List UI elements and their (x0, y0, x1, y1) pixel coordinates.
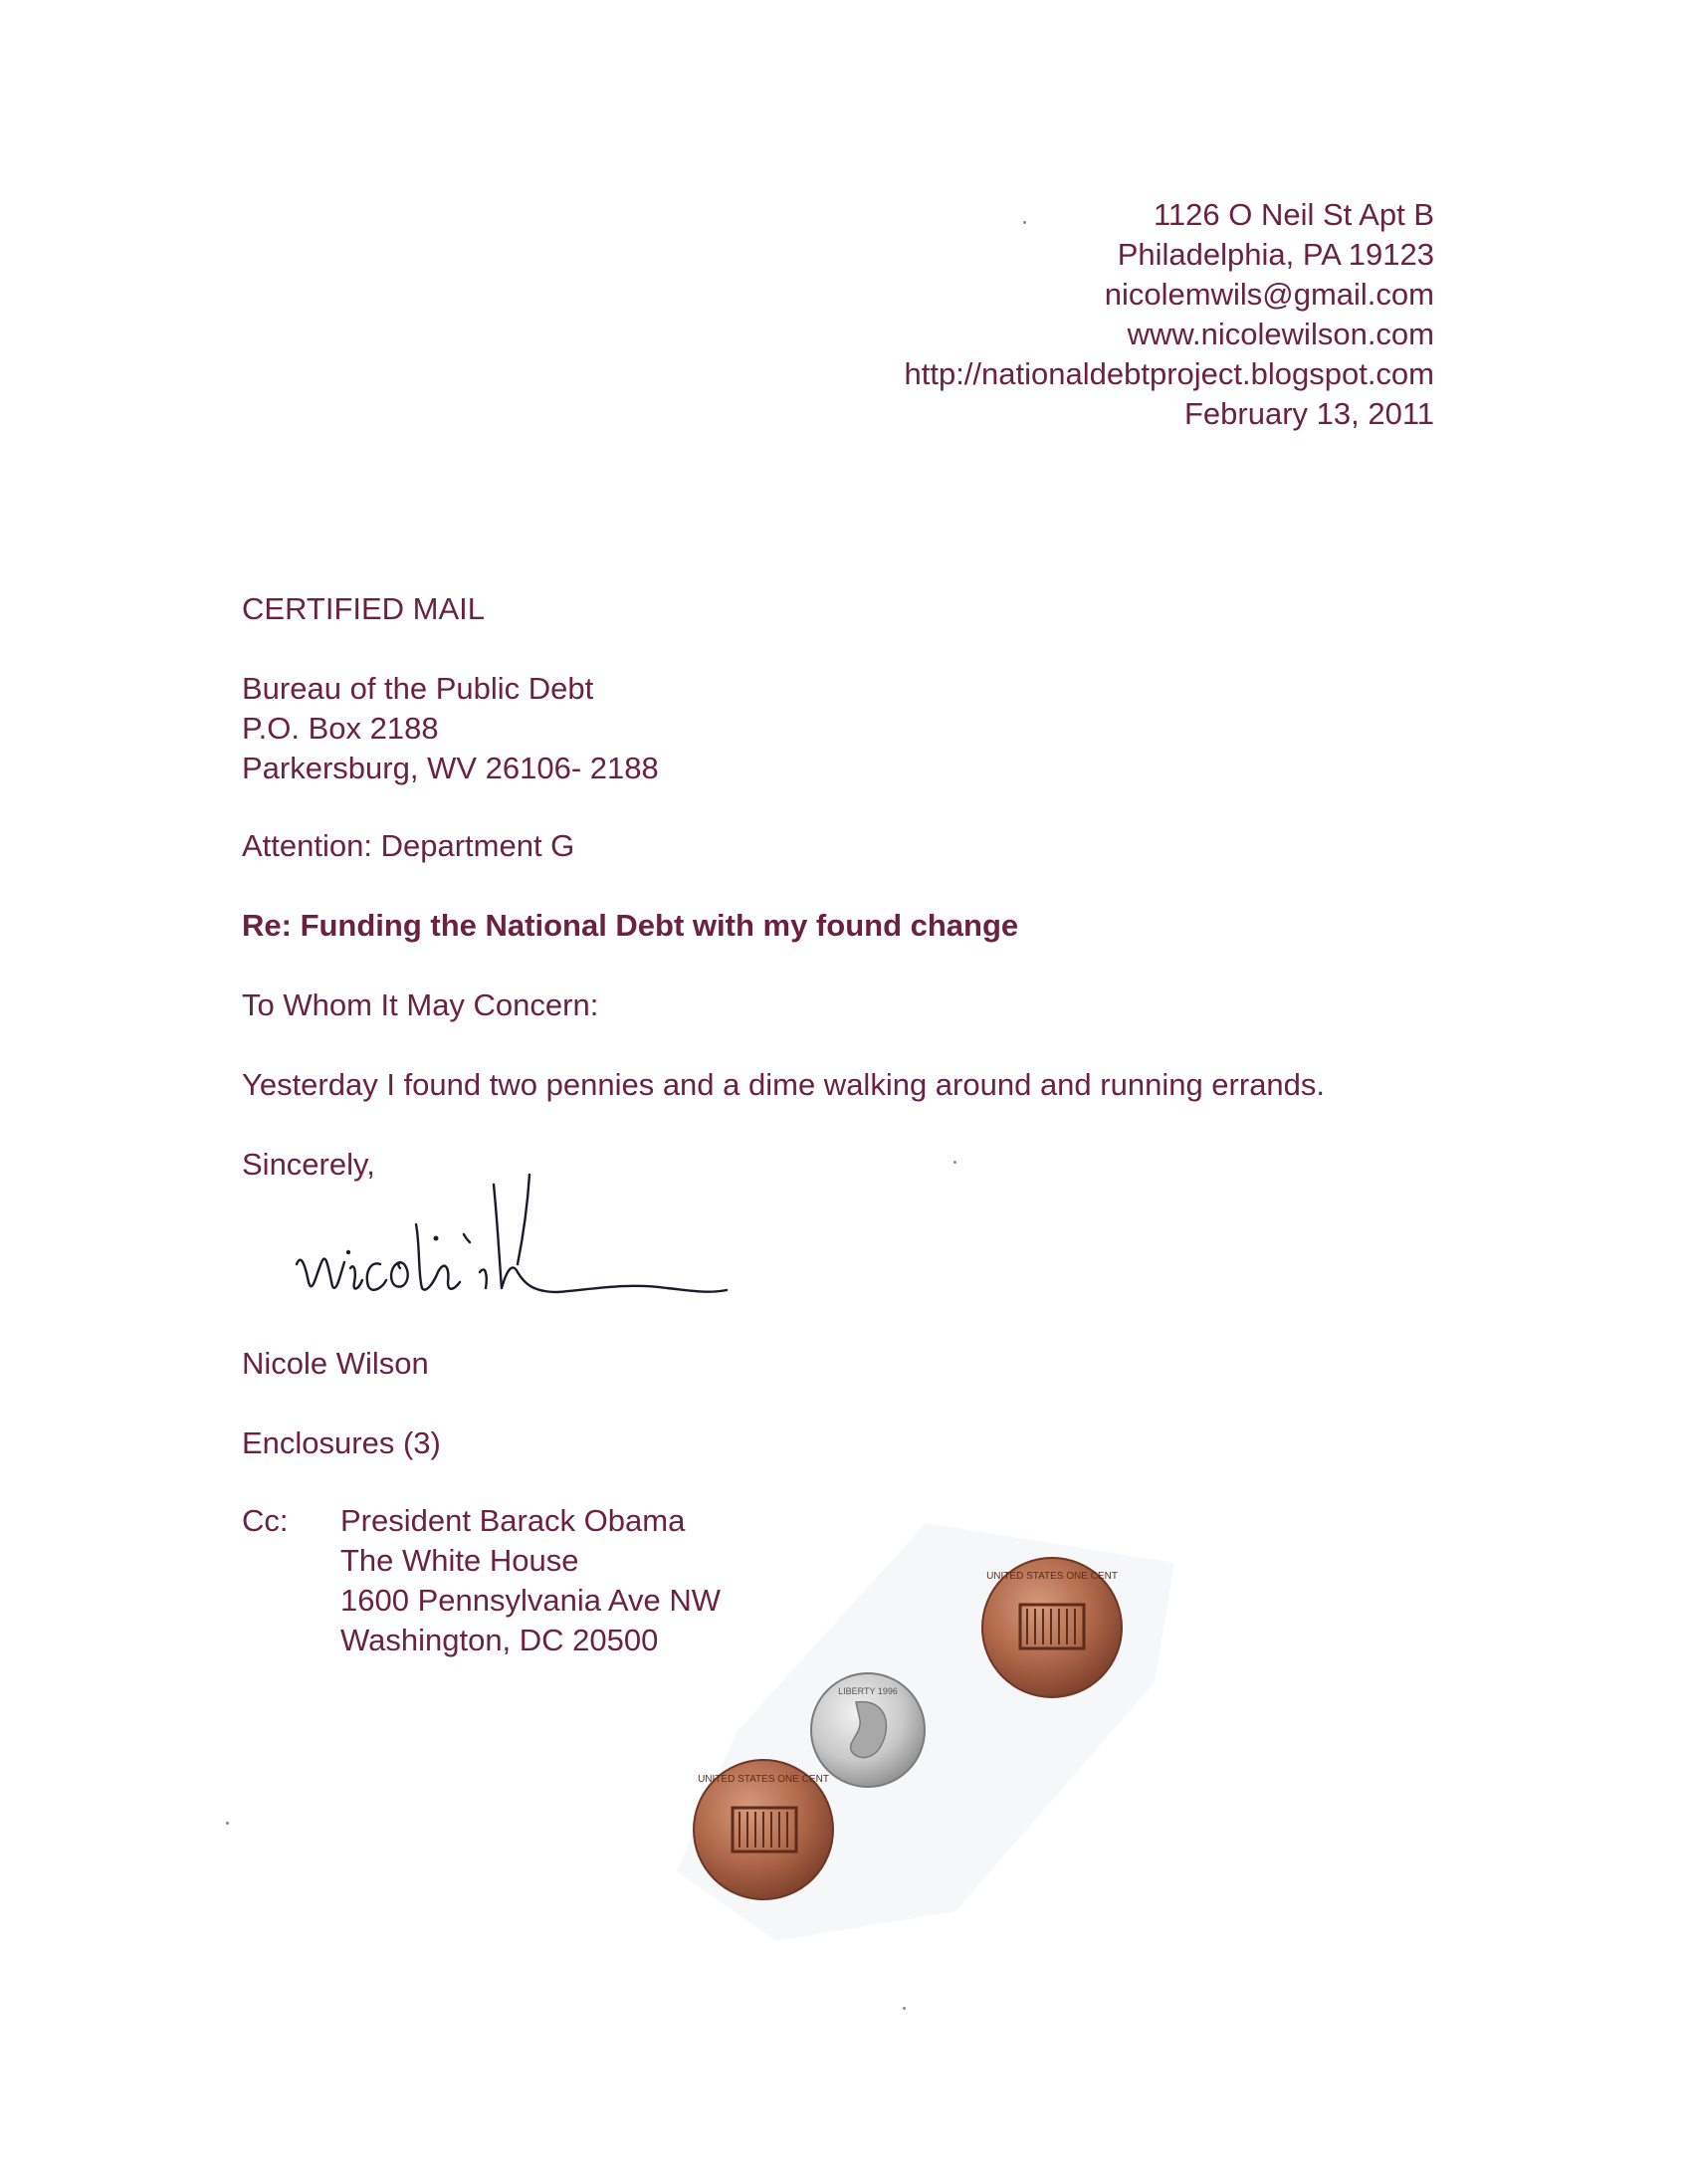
penny-top (982, 1558, 1122, 1697)
body-paragraph: Yesterday I found two pennies and a dime walking around and running errands. (242, 1067, 1326, 1102)
signer-name: Nicole Wilson (242, 1346, 429, 1381)
penny-bottom-inscription: UNITED STATES ONE CENT (698, 1774, 829, 1785)
signature (289, 1165, 746, 1314)
cc-street: 1600 Pennsylvania Ave NW (340, 1583, 721, 1618)
recipient-address-block (242, 669, 659, 788)
cc-name: President Barack Obama (340, 1503, 686, 1538)
closing: Sincerely, (242, 1147, 375, 1182)
sender-address-line2: Philadelphia, PA 19123 (1117, 237, 1434, 272)
cc-city-state-zip: Washington, DC 20500 (340, 1623, 659, 1657)
sender-address-line1: 1126 O Neil St Apt B (1153, 197, 1434, 232)
penny-top-inscription: UNITED STATES ONE CENT (986, 1571, 1118, 1582)
scan-speck (953, 1161, 956, 1164)
cc-org: The White House (340, 1543, 579, 1578)
scan-speck (903, 2007, 906, 2010)
dime-inscription: LIBERTY 1996 (838, 1686, 898, 1696)
letter-date: February 13, 2011 (1183, 396, 1434, 431)
recipient-city-state-zip: Parkersburg, WV 26106- 2188 (242, 751, 659, 785)
scan-speck (1023, 221, 1026, 224)
sender-blog: http://nationaldebtproject.blogspot.com (904, 356, 1434, 391)
sender-email: nicolemwils@gmail.com (1104, 277, 1434, 312)
salutation: To Whom It May Concern: (242, 987, 599, 1022)
attention-line: Attention: Department G (242, 828, 575, 863)
dime (811, 1673, 925, 1787)
cc-label: Cc: (242, 1503, 289, 1538)
delivery-method: CERTIFIED MAIL (242, 591, 486, 626)
cc-block (242, 1501, 721, 1660)
sender-website: www.nicolewilson.com (1127, 317, 1434, 351)
sender-address-block (904, 195, 1434, 434)
recipient-po-box: P.O. Box 2188 (242, 711, 439, 746)
subject-line: Re: Funding the National Debt with my found change (242, 908, 1019, 943)
penny-bottom (694, 1760, 833, 1899)
scan-speck (226, 1822, 229, 1825)
recipient-name: Bureau of the Public Debt (242, 671, 594, 706)
enclosed-coins (657, 1513, 1174, 1951)
enclosures-line: Enclosures (3) (242, 1425, 441, 1460)
